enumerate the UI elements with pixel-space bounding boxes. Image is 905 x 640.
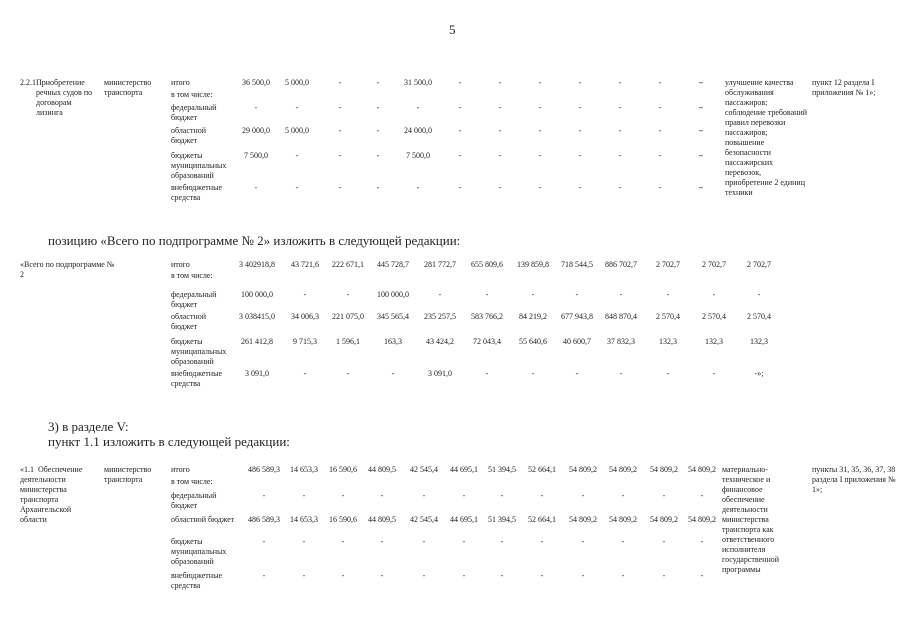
table-cell: - xyxy=(262,537,266,546)
row-label: областной бюджет xyxy=(171,515,235,524)
table-cell: - xyxy=(618,103,622,112)
table-cell: 43 721,6 xyxy=(291,260,319,269)
table-cell: 5 000,0 xyxy=(285,78,309,87)
table-cell: 44 809,5 xyxy=(368,465,396,474)
table-cell: - xyxy=(262,491,266,500)
table-cell: - xyxy=(438,290,442,299)
table-cell: - xyxy=(538,78,542,87)
table-cell: - xyxy=(621,571,625,580)
table-cell: - xyxy=(700,126,704,135)
table-cell: - xyxy=(498,126,502,135)
block3-number: «1.1 xyxy=(20,465,34,474)
table-cell: - xyxy=(666,290,670,299)
table-cell: 54 809,2 xyxy=(609,465,637,474)
table-cell: - xyxy=(662,491,666,500)
row-label: федеральный бюджет xyxy=(171,491,217,510)
table-cell: - xyxy=(346,369,350,378)
table-cell: 44 695,1 xyxy=(450,515,478,524)
table-cell: 51 394,5 xyxy=(488,465,516,474)
table-cell: 52 664,1 xyxy=(528,515,556,524)
table-cell: - xyxy=(380,571,384,580)
block1-result: улучшение качества обслуживания пассажиров; соблюдение требований правил перевозки пассажиров; повышение безопасности пассажирских перевозок, приобретение 2 единиц техники xyxy=(725,78,807,197)
table-cell: - xyxy=(422,537,426,546)
table-cell: 42 545,4 xyxy=(410,515,438,524)
table-cell: - xyxy=(458,103,462,112)
table-cell: - xyxy=(302,571,306,580)
table-cell: 132,3 xyxy=(659,337,677,346)
table-cell: 222 671,1 xyxy=(332,260,364,269)
row-label: итого xyxy=(171,78,190,87)
table-cell: 2 702,7 xyxy=(702,260,726,269)
table-cell: 40 600,7 xyxy=(563,337,591,346)
table-cell: - xyxy=(578,78,582,87)
table-cell: - xyxy=(578,103,582,112)
table-cell: 54 809,2 xyxy=(688,465,716,474)
row-label: итого xyxy=(171,465,190,474)
table-cell: 34 006,3 xyxy=(291,312,319,321)
table-cell: - xyxy=(302,537,306,546)
table-cell: - xyxy=(698,151,702,160)
table-cell: - xyxy=(698,126,702,135)
table-cell: - xyxy=(700,78,704,87)
table-cell: 37 832,3 xyxy=(607,337,635,346)
table-cell: 54 809,2 xyxy=(569,515,597,524)
table-cell: - xyxy=(458,126,462,135)
table-cell: - xyxy=(531,290,535,299)
table-cell: 2 702,7 xyxy=(747,260,771,269)
table-cell: - xyxy=(391,369,395,378)
table-cell: 163,3 xyxy=(384,337,402,346)
table-cell: - xyxy=(500,491,504,500)
table-cell: 718 544,5 xyxy=(561,260,593,269)
table-cell: 677 943,8 xyxy=(561,312,593,321)
table-cell: - xyxy=(700,151,704,160)
table-cell: 1 596,1 xyxy=(336,337,360,346)
row-label: бюджеты муниципальных образований xyxy=(171,537,227,566)
table-cell: - xyxy=(458,151,462,160)
row-label: итого xyxy=(171,260,190,269)
table-cell: - xyxy=(338,78,342,87)
row-label: в том числе: xyxy=(171,271,213,280)
table-cell: 54 809,2 xyxy=(569,465,597,474)
table-cell: - xyxy=(458,78,462,87)
table-cell: - xyxy=(619,369,623,378)
block1-title: Приобретение речных судов по договорам лизинга xyxy=(36,78,93,117)
table-cell: - xyxy=(462,537,466,546)
table-cell: - xyxy=(380,537,384,546)
page-number: 5 xyxy=(449,22,456,37)
block1-executor: министерство транспорта xyxy=(104,78,152,97)
table-cell: - xyxy=(618,151,622,160)
table-cell: - xyxy=(700,537,704,546)
table-cell: - xyxy=(621,491,625,500)
table-cell: - xyxy=(416,103,420,112)
table-cell: - xyxy=(540,537,544,546)
table-cell: - xyxy=(540,571,544,580)
table-cell: - xyxy=(500,571,504,580)
table-cell: - xyxy=(341,571,345,580)
table-cell: - xyxy=(380,491,384,500)
table-cell: 36 500,0 xyxy=(242,78,270,87)
table-cell: - xyxy=(581,491,585,500)
table-cell: 54 809,2 xyxy=(650,465,678,474)
table-cell: - xyxy=(422,491,426,500)
table-cell: 261 412,8 xyxy=(241,337,273,346)
table-cell: 3 091,0 xyxy=(428,369,452,378)
table-cell: 848 870,4 xyxy=(605,312,637,321)
table-cell: - xyxy=(538,151,542,160)
table-cell: - xyxy=(295,151,299,160)
heading-section-v: 3) в разделе V: xyxy=(48,419,129,434)
table-cell: 9 715,3 xyxy=(293,337,317,346)
table-cell: - xyxy=(295,103,299,112)
table-cell: - xyxy=(538,103,542,112)
heading-subprogram-total: позицию «Всего по подпрограмме № 2» изложить в следующей редакции: xyxy=(48,233,461,248)
table-cell: - xyxy=(295,183,299,192)
table-cell: 886 702,7 xyxy=(605,260,637,269)
row-label: в том числе: xyxy=(171,90,213,99)
table-cell: - xyxy=(485,290,489,299)
table-cell: - xyxy=(658,78,662,87)
row-label: бюджеты муниципальных образований xyxy=(171,337,227,366)
table-cell: 72 043,4 xyxy=(473,337,501,346)
table-cell: - xyxy=(346,290,350,299)
table-cell: 42 545,4 xyxy=(410,465,438,474)
table-cell: - xyxy=(700,183,704,192)
table-cell: - xyxy=(341,491,345,500)
table-cell: 235 257,5 xyxy=(424,312,456,321)
table-cell: 3 038415,0 xyxy=(239,312,275,321)
table-cell: - xyxy=(712,369,716,378)
row-label: внебюджетные средства xyxy=(171,369,222,388)
table-cell: 2 570,4 xyxy=(702,312,726,321)
table-cell: - xyxy=(578,151,582,160)
row-label: внебюджетные средства xyxy=(171,571,222,590)
table-cell: 54 809,2 xyxy=(650,515,678,524)
table-cell: - xyxy=(254,103,258,112)
table-cell: - xyxy=(376,103,380,112)
table-cell: 7 500,0 xyxy=(244,151,268,160)
table-cell: - xyxy=(658,183,662,192)
table-cell: - xyxy=(662,537,666,546)
table-cell: 2 570,4 xyxy=(747,312,771,321)
table-cell: - xyxy=(500,537,504,546)
table-cell: - xyxy=(485,369,489,378)
table-cell: 281 772,7 xyxy=(424,260,456,269)
table-cell: -»; xyxy=(754,369,764,378)
row-label: внебюджетные средства xyxy=(171,183,222,202)
table-cell: 55 640,6 xyxy=(519,337,547,346)
table-cell: 14 653,3 xyxy=(290,465,318,474)
block1-link: пункт 12 раздела I приложения № 1»; xyxy=(812,78,876,97)
row-label: областной бюджет xyxy=(171,312,207,331)
table-cell: 31 500,0 xyxy=(404,78,432,87)
table-cell: 2 570,4 xyxy=(656,312,680,321)
table-cell: - xyxy=(575,369,579,378)
block3-title: Обеспечение деятельности министерства транспорта Архангельской области xyxy=(20,465,83,524)
table-cell: - xyxy=(338,103,342,112)
table-cell: 44 695,1 xyxy=(450,465,478,474)
table-cell: - xyxy=(303,369,307,378)
table-cell: 14 653,3 xyxy=(290,515,318,524)
table-cell: - xyxy=(658,103,662,112)
block2-title: «Всего по подпрограмме № 2 xyxy=(20,260,115,279)
table-cell: 84 219,2 xyxy=(519,312,547,321)
table-cell: 51 394,5 xyxy=(488,515,516,524)
table-cell: 132,3 xyxy=(750,337,768,346)
table-cell: - xyxy=(254,183,258,192)
table-cell: - xyxy=(462,491,466,500)
table-cell: - xyxy=(698,103,702,112)
table-cell: - xyxy=(662,571,666,580)
block3-executor: министерство транспорта xyxy=(104,465,152,484)
table-cell: - xyxy=(376,78,380,87)
table-cell: - xyxy=(581,571,585,580)
table-cell: - xyxy=(700,571,704,580)
table-cell: - xyxy=(698,78,702,87)
table-cell: 43 424,2 xyxy=(426,337,454,346)
table-cell: 445 728,7 xyxy=(377,260,409,269)
table-cell: - xyxy=(303,290,307,299)
table-cell: - xyxy=(666,369,670,378)
table-cell: - xyxy=(618,126,622,135)
row-label: в том числе: xyxy=(171,477,213,486)
table-cell: - xyxy=(578,183,582,192)
table-cell: 29 000,0 xyxy=(242,126,270,135)
table-cell: - xyxy=(376,183,380,192)
table-cell: - xyxy=(302,491,306,500)
table-cell: 2 702,7 xyxy=(656,260,680,269)
table-cell: 24 000,0 xyxy=(404,126,432,135)
table-cell: - xyxy=(376,126,380,135)
table-cell: 3 091,0 xyxy=(245,369,269,378)
table-cell: 3 402918,8 xyxy=(239,260,275,269)
table-cell: - xyxy=(540,491,544,500)
table-cell: - xyxy=(341,537,345,546)
block3-link: пункты 31, 35, 36, 37, 38 раздела I приложения № 1»; xyxy=(812,465,896,494)
row-label: федеральный бюджет xyxy=(171,290,217,309)
table-cell: - xyxy=(575,290,579,299)
table-cell: - xyxy=(338,151,342,160)
table-cell: 44 809,5 xyxy=(368,515,396,524)
table-cell: 486 589,3 xyxy=(248,515,280,524)
row-label: бюджеты муниципальных образований xyxy=(171,151,227,180)
table-cell: 100 000,0 xyxy=(377,290,409,299)
table-cell: 7 500,0 xyxy=(406,151,430,160)
table-cell: - xyxy=(376,151,380,160)
table-cell: - xyxy=(531,369,535,378)
table-cell: - xyxy=(338,126,342,135)
table-cell: - xyxy=(619,290,623,299)
table-cell: - xyxy=(416,183,420,192)
table-cell: 132,3 xyxy=(705,337,723,346)
table-cell: - xyxy=(712,290,716,299)
table-cell: - xyxy=(581,537,585,546)
table-cell: 5 000,0 xyxy=(285,126,309,135)
table-cell: - xyxy=(458,183,462,192)
table-cell: 655 809,6 xyxy=(471,260,503,269)
table-cell: - xyxy=(262,571,266,580)
table-cell: - xyxy=(462,571,466,580)
table-cell: - xyxy=(621,537,625,546)
table-cell: - xyxy=(757,290,761,299)
table-cell: 16 590,6 xyxy=(329,515,357,524)
table-cell: - xyxy=(538,183,542,192)
block3-result: материально-техническое и финансовое обеспечение деятельности министерства транспорта как ответственного исполнителя государственной программы xyxy=(722,465,780,574)
table-cell: - xyxy=(700,103,704,112)
table-cell: 139 859,8 xyxy=(517,260,549,269)
table-cell: - xyxy=(422,571,426,580)
table-cell: - xyxy=(338,183,342,192)
table-cell: 583 766,2 xyxy=(471,312,503,321)
table-cell: 100 000,0 xyxy=(241,290,273,299)
row-label: областной бюджет xyxy=(171,126,207,145)
table-cell: 221 075,0 xyxy=(332,312,364,321)
table-cell: 486 589,3 xyxy=(248,465,280,474)
table-cell: 16 590,6 xyxy=(329,465,357,474)
table-cell: - xyxy=(498,78,502,87)
table-cell: - xyxy=(618,78,622,87)
table-cell: - xyxy=(578,126,582,135)
heading-item-1-1: пункт 1.1 изложить в следующей редакции: xyxy=(48,434,290,449)
table-cell: - xyxy=(498,151,502,160)
table-cell: - xyxy=(700,491,704,500)
table-cell: - xyxy=(698,183,702,192)
table-cell: - xyxy=(538,126,542,135)
table-cell: - xyxy=(618,183,622,192)
table-cell: 54 809,2 xyxy=(609,515,637,524)
row-label: федеральный бюджет xyxy=(171,103,217,122)
table-cell: 345 565,4 xyxy=(377,312,409,321)
table-cell: - xyxy=(658,151,662,160)
table-cell: 54 809,2 xyxy=(688,515,716,524)
table-cell: - xyxy=(658,126,662,135)
table-cell: 52 664,1 xyxy=(528,465,556,474)
table-cell: - xyxy=(498,103,502,112)
block1-number: 2.2.1 xyxy=(20,78,36,87)
table-cell: - xyxy=(498,183,502,192)
